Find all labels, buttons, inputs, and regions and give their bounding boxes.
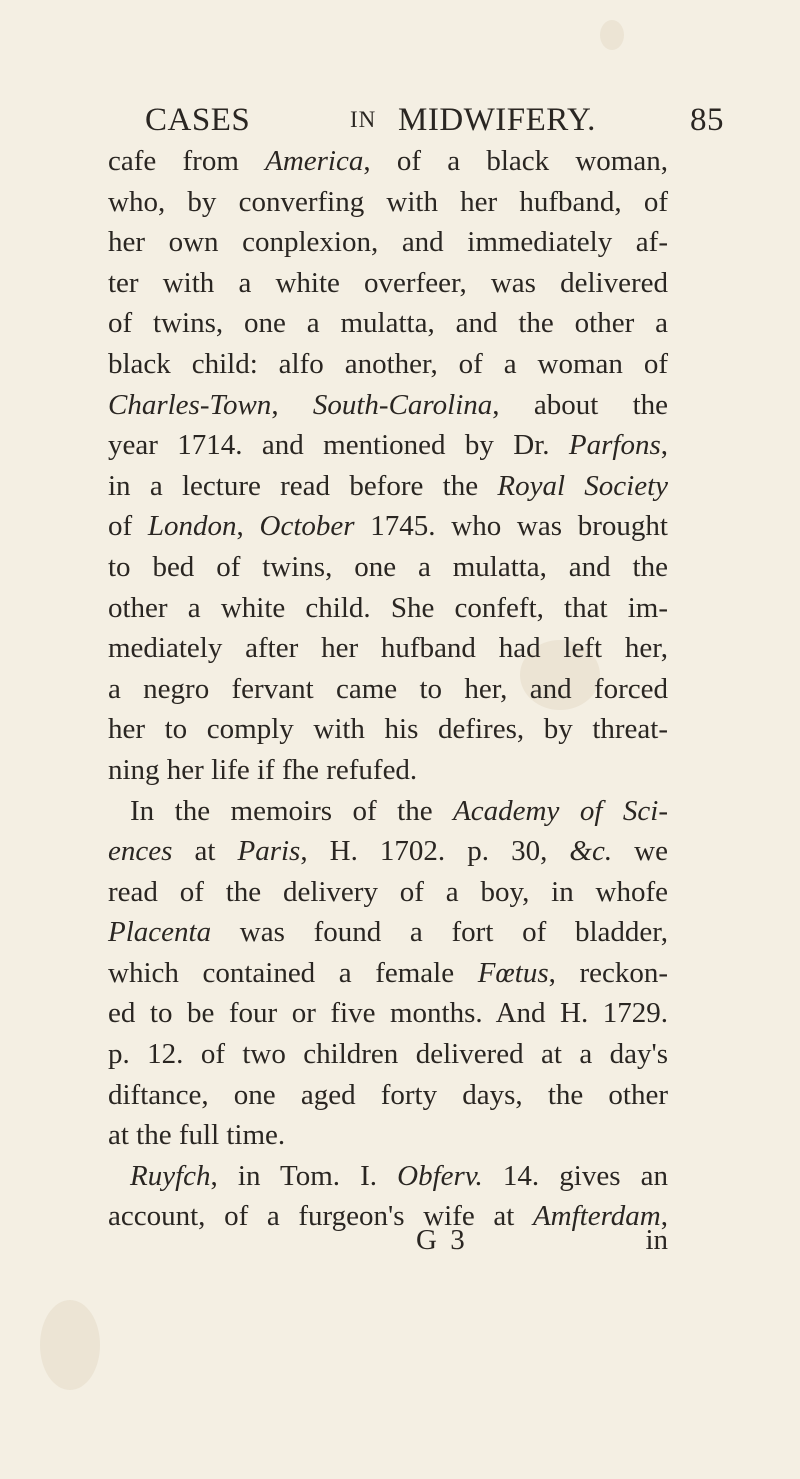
running-head [145, 102, 724, 142]
body-text [108, 141, 668, 1237]
text-line: Placenta was found a fort of bladder, [108, 916, 668, 949]
paper-stain [40, 1300, 100, 1390]
paper-stain [600, 20, 624, 50]
text-line: ed to be four or five months. And H. 1729. [108, 997, 668, 1030]
text-line: black child: alfo another, of a woman of [108, 347, 668, 380]
text-line: p. 12. of two children delivered at a day's [108, 1038, 668, 1071]
text-line: a negro fervant came to her, and forced [108, 672, 668, 705]
text-line: diftance, one aged forty days, the other [108, 1078, 668, 1111]
text-line: of twins, one a mulatta, and the other a [108, 307, 668, 340]
text-line: her own conplexion, and immediately af- [108, 226, 668, 259]
text-line: Charles-Town, South-Carolina, about the [108, 388, 668, 421]
text-line: Ruyfch, in Tom. I. Obferv. 14. gives an [130, 1159, 668, 1192]
text-line: to bed of twins, one a mulatta, and the [108, 550, 668, 583]
text-line: In the memoirs of the Academy of Sci- [130, 794, 668, 827]
running-head-title: MIDWIFERY. [398, 102, 596, 138]
page-number: 85 [690, 102, 724, 138]
text-line: year 1714. and mentioned by Dr. Parfons, [108, 429, 668, 462]
text-line: cafe from America, of a black woman, [108, 145, 668, 177]
text-line: account, of a furgeon's wife at Amfterdam, [108, 1200, 668, 1233]
text-line: read of the delivery of a boy, in whofe [108, 875, 668, 908]
signature-line [108, 1224, 668, 1264]
text-line: her to comply with his defires, by threat- [108, 713, 668, 746]
text-line: of London, October 1745. who was brought [108, 510, 668, 543]
text-line: mediately after her hufband had left her, [108, 632, 668, 665]
text-line: who, by converfing with her hufband, of [108, 185, 668, 218]
text-line: ences at Paris, H. 1702. p. 30, &c. we [108, 835, 668, 868]
text-line: which contained a female Fœtus, reckon- [108, 956, 669, 989]
text-line: ter with a white overfeer, was delivered [108, 266, 668, 299]
running-head-title: IN [350, 107, 377, 132]
text-line: at the full time. [108, 1119, 286, 1152]
catchword: in [645, 1224, 668, 1256]
text-line: in a lecture read before the Royal Society [108, 469, 669, 502]
text-line: ning her life if fhe refufed. [108, 753, 418, 786]
signature-mark: G 3 [416, 1224, 468, 1256]
text-line: other a white child. She confeft, that im- [108, 591, 668, 624]
running-head-title: CASES [145, 102, 251, 138]
